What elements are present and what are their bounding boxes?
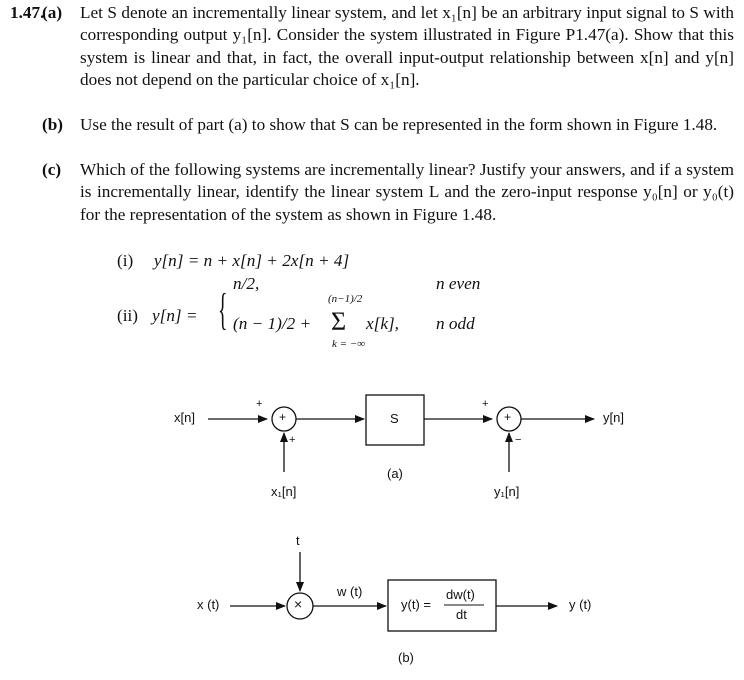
equation-ii-lhs: y[n] = xyxy=(152,306,198,325)
part-b-label: (b) xyxy=(42,115,64,134)
fig-a-output-label: y[n] xyxy=(603,410,624,425)
fig-a-system-label: S xyxy=(390,411,399,426)
part-b-text: Use the result of part (a) to show that S can be represented in the form shown in Figure 1.48. xyxy=(80,115,718,134)
fig-a-caption: (a) xyxy=(387,466,403,481)
part-c-text: Which of the following systems are incrementally linear? Justify your answers, and if a system is incrementally linear, identify the linear system L and the zero-input response y₀[n] or y₀(t) for the representation of the system as shown in Figure 1.48. xyxy=(80,160,734,224)
fig-b-block-lhs: y(t) = xyxy=(401,597,431,612)
fig-a-y1-label: y₁[n] xyxy=(494,484,520,499)
fig-b-top-input-label: t xyxy=(296,533,300,548)
equation-ii-case2-expr: (n − 1)/2 + xyxy=(233,314,312,333)
equation-ii-brace: { xyxy=(218,285,228,334)
equation-ii-sum-upper: (n−1)/2 xyxy=(328,293,363,305)
fig-a-adder2-symbol: + xyxy=(504,410,512,424)
fig-a-adder1-sign-in: + xyxy=(256,398,263,410)
equation-i-label: (i) xyxy=(117,251,134,270)
fig-a-adder1-sign-bottom: + xyxy=(289,434,296,446)
fig-a-adder2-sign-in: + xyxy=(482,398,489,410)
equation-ii-case1-expr: n/2, xyxy=(233,274,260,293)
fig-b-output-label: y (t) xyxy=(569,597,592,612)
part-a-text: Let S denote an incrementally linear system, and let x₁[n] be an arbitrary input signal to S with corresponding output y₁[n]. Consider the system illustrated in Figure P1.47(a). Show that this system is linear and that, in fact, the overall input-output relationship between x[n] and y[n] does not depend on the particular choice of x₁[n]. xyxy=(80,3,734,90)
fig-b-caption: (b) xyxy=(398,650,414,665)
equation-ii-sum-lower: k = −∞ xyxy=(332,338,366,350)
fig-a-adder2-sign-bottom: − xyxy=(515,434,522,446)
fig-b-input-label: x (t) xyxy=(197,597,220,612)
equation-i-expr: y[n] = n + x[n] + 2x[n + 4] xyxy=(153,251,350,270)
equation-ii-case1-cond: n even xyxy=(436,274,481,293)
fig-a-input-label: x[n] xyxy=(174,410,195,425)
fig-b-mid-signal-label: w (t) xyxy=(337,584,363,599)
part-a-label: (a) xyxy=(42,3,63,22)
equation-ii-label: (ii) xyxy=(117,306,138,325)
fig-b-mult-symbol: × xyxy=(294,596,303,612)
fig-b-frac-num: dw(t) xyxy=(446,587,475,602)
problem-number: 1.47. xyxy=(10,3,45,22)
fig-a-adder1-symbol: + xyxy=(279,410,287,424)
equation-ii-case2-cond: n odd xyxy=(436,314,475,333)
fig-b-frac-den: dt xyxy=(456,607,467,622)
fig-a-x1-label: x₁[n] xyxy=(271,484,297,499)
part-c-label: (c) xyxy=(42,160,62,179)
equation-ii-case2-term: x[k], xyxy=(366,314,399,333)
equation-ii-sum-symbol: Σ xyxy=(331,307,347,336)
